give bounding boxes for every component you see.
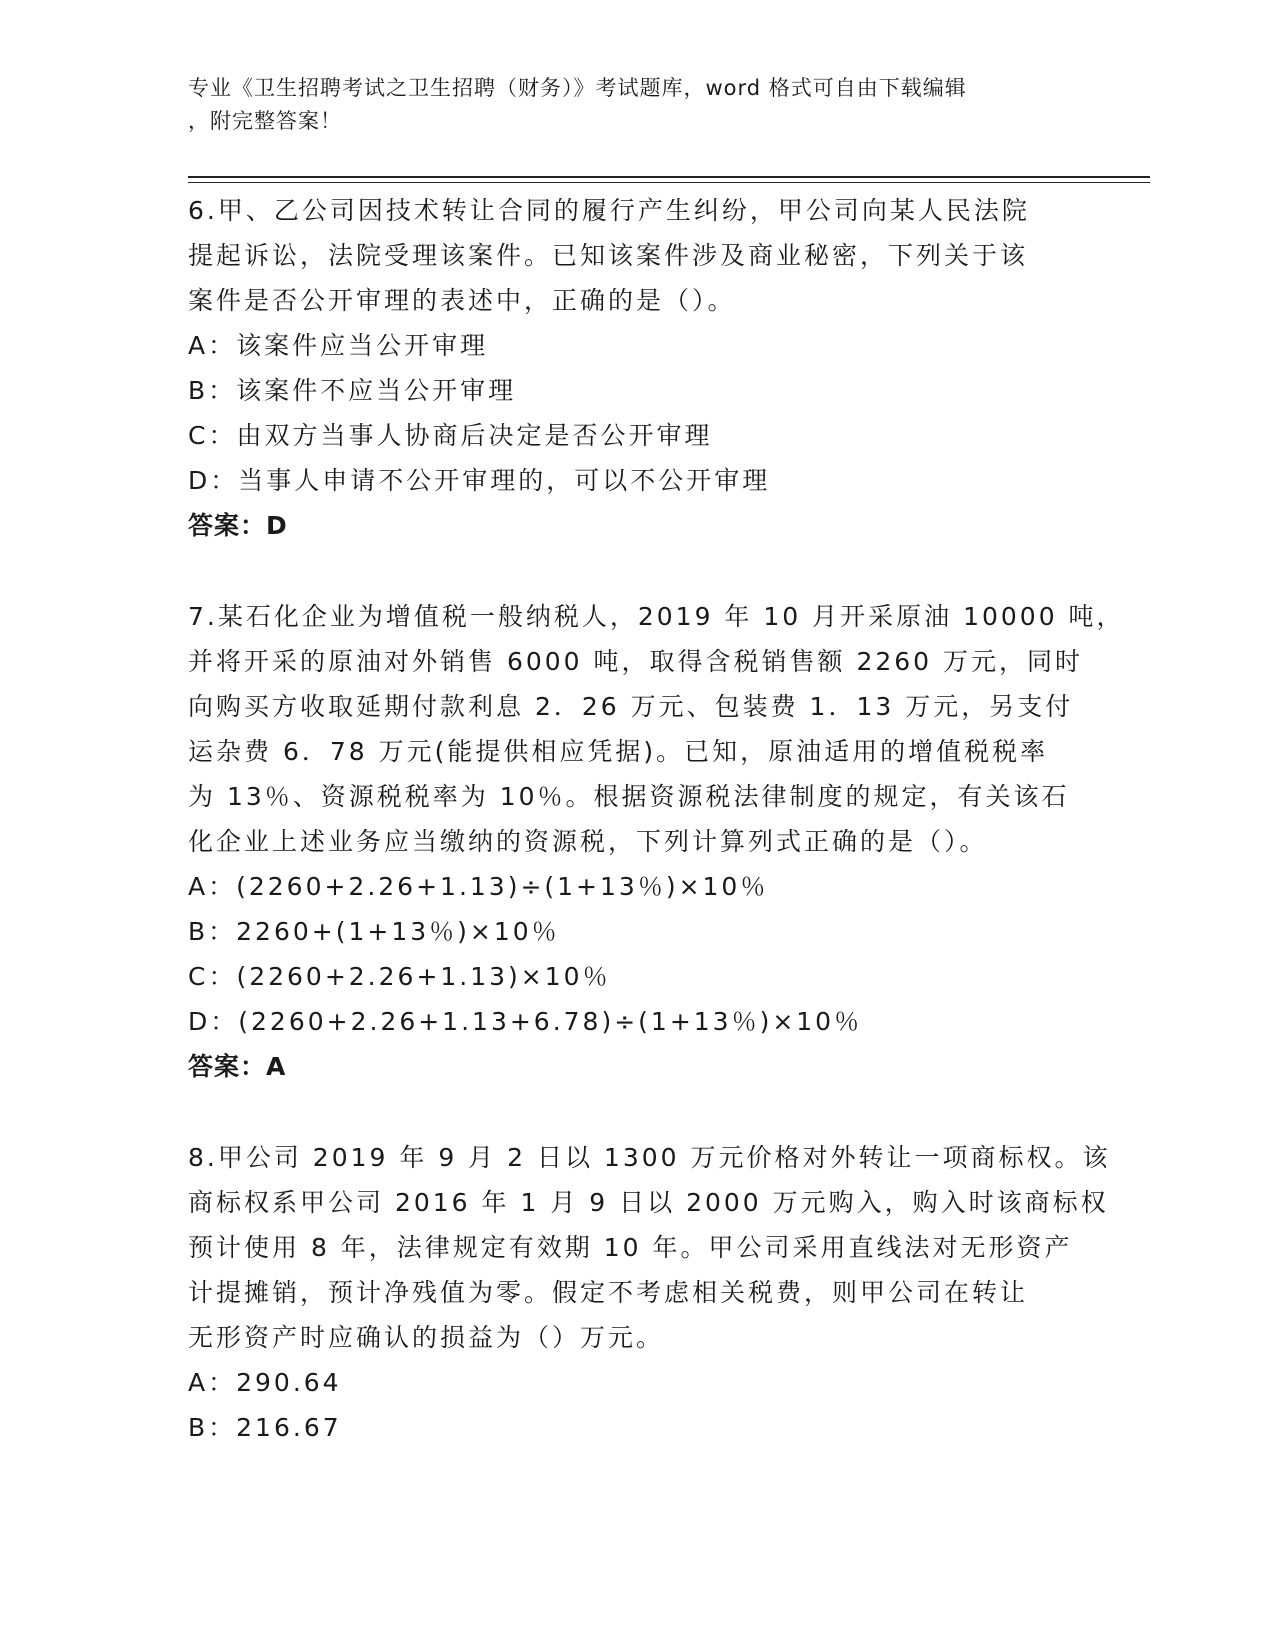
option-a: A：该案件应当公开审理 bbox=[188, 331, 489, 360]
option-b: B：该案件不应当公开审理 bbox=[188, 376, 517, 405]
question-text-line: 并将开采的原油对外销售 6000 吨，取得含税销售额 2260 万元，同时 bbox=[188, 647, 1084, 676]
header-line-1: 专业《卫生招聘考试之卫生招聘（财务）》考试题库，word 格式可自由下载编辑 bbox=[188, 76, 967, 100]
question-text-line: 化企业上述业务应当缴纳的资源税，下列计算列式正确的是（）。 bbox=[188, 827, 988, 856]
question-list bbox=[188, 188, 1125, 1450]
question-text-line: 预计使用 8 年，法律规定有效期 10 年。甲公司采用直线法对无形资产 bbox=[188, 1233, 1073, 1262]
header-divider-thick bbox=[188, 176, 1150, 178]
option-d: D：(2260+2.26+1.13+6.78)÷(1+13％)×10％ bbox=[188, 1007, 863, 1036]
header-line-2: ，附完整答案！ bbox=[188, 109, 342, 133]
question-8 bbox=[188, 1135, 1111, 1450]
option-a: A：(2260+2.26+1.13)÷(1+13％)×10％ bbox=[188, 872, 769, 901]
option-b: B：2260+(1+13％)×10％ bbox=[188, 917, 560, 946]
question-text-line: 为 13％、资源税税率为 10％。根据资源税法律制度的规定，有关该石 bbox=[188, 782, 1070, 811]
question-6 bbox=[188, 188, 1088, 548]
question-text-line: 6.甲、乙公司因技术转让合同的履行产生纠纷，甲公司向某人民法院 bbox=[188, 196, 1030, 225]
question-text-line: 案件是否公开审理的表述中，正确的是（）。 bbox=[188, 286, 736, 315]
question-7 bbox=[188, 594, 1125, 1089]
question-text-line: 商标权系甲公司 2016 年 1 月 9 日以 2000 万元购入，购入时该商标权 bbox=[188, 1188, 1109, 1217]
question-text-line: 8.甲公司 2019 年 9 月 2 日以 1300 万元价格对外转让一项商标权。该 bbox=[188, 1143, 1111, 1172]
question-text-line: 无形资产时应确认的损益为（）万元。 bbox=[188, 1323, 665, 1352]
answer-label: 答案：A bbox=[188, 1052, 287, 1081]
answer-label: 答案：D bbox=[188, 511, 288, 540]
question-text-line: 计提摊销，预计净残值为零。假定不考虑相关税费，则甲公司在转让 bbox=[188, 1278, 1029, 1307]
question-text-line: 7.某石化企业为增值税一般纳税人，2019 年 10 月开采原油 10000 吨， bbox=[188, 602, 1125, 631]
header-divider-thin bbox=[188, 182, 1150, 183]
option-c: C：(2260+2.26+1.13)×10％ bbox=[188, 962, 611, 991]
option-d: D：当事人申请不公开审理的，可以不公开审理 bbox=[188, 466, 771, 495]
option-c: C：由双方当事人协商后决定是否公开审理 bbox=[188, 421, 713, 450]
question-text-line: 提起诉讼，法院受理该案件。已知该案件涉及商业秘密，下列关于该 bbox=[188, 241, 1029, 270]
question-text-line: 运杂费 6．78 万元(能提供相应凭据)。已知，原油适用的增值税税率 bbox=[188, 737, 1049, 766]
document-header bbox=[188, 72, 1068, 138]
question-text-line: 向购买方收取延期付款利息 2．26 万元、包装费 1．13 万元，另支付 bbox=[188, 692, 1074, 721]
option-b: B：216.67 bbox=[188, 1413, 342, 1442]
option-a: A：290.64 bbox=[188, 1368, 342, 1397]
